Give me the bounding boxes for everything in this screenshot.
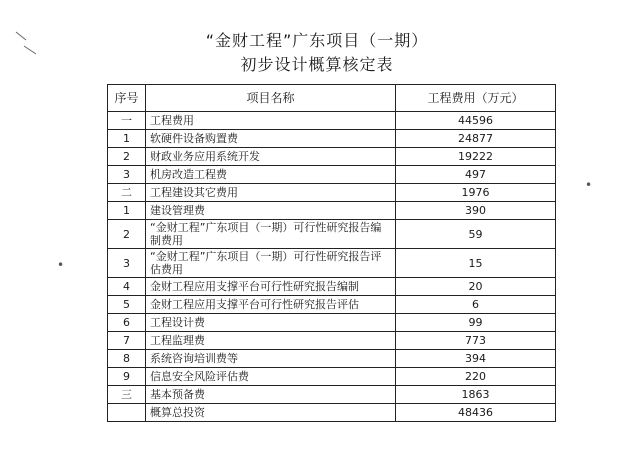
row-name: “金财工程”广东项目（一期）可行性研究报告评估费用 <box>146 249 396 278</box>
row-seq: 1 <box>108 130 146 148</box>
row-seq: 1 <box>108 202 146 220</box>
table-row <box>108 350 556 368</box>
row-name: 建设管理费 <box>146 202 396 220</box>
row-fee: 59 <box>396 220 556 249</box>
table-row <box>108 130 556 148</box>
scan-mark-top-left <box>12 28 42 58</box>
row-fee: 19222 <box>396 148 556 166</box>
table-row <box>108 202 556 220</box>
row-seq: 6 <box>108 314 146 332</box>
row-seq: 二 <box>108 184 146 202</box>
row-fee: 394 <box>396 350 556 368</box>
budget-table <box>107 84 556 422</box>
row-name: 信息安全风险评估费 <box>146 368 396 386</box>
row-name: 基本预备费 <box>146 386 396 404</box>
scan-dot-left: • <box>57 258 65 272</box>
row-name: 软硬件设备购置费 <box>146 130 396 148</box>
row-seq: 2 <box>108 148 146 166</box>
table-row <box>108 404 556 422</box>
row-name: 工程费用 <box>146 112 396 130</box>
row-fee: 220 <box>396 368 556 386</box>
header-item-name: 项目名称 <box>146 85 396 112</box>
row-name: 系统咨询培训费等 <box>146 350 396 368</box>
table-row <box>108 368 556 386</box>
row-name: 工程监理费 <box>146 332 396 350</box>
row-fee: 6 <box>396 296 556 314</box>
table-header-row <box>108 85 556 112</box>
row-seq: 3 <box>108 166 146 184</box>
row-fee: 15 <box>396 249 556 278</box>
row-name: 概算总投资 <box>146 404 396 422</box>
table-row <box>108 220 556 249</box>
row-fee: 20 <box>396 278 556 296</box>
table-row <box>108 112 556 130</box>
row-fee: 773 <box>396 332 556 350</box>
document-title: “金财工程”广东项目（一期） <box>205 31 429 50</box>
row-fee: 99 <box>396 314 556 332</box>
row-name: 工程建设其它费用 <box>146 184 396 202</box>
row-seq: 一 <box>108 112 146 130</box>
row-seq: 3 <box>108 249 146 278</box>
row-fee: 44596 <box>396 112 556 130</box>
row-seq: 9 <box>108 368 146 386</box>
row-seq: 4 <box>108 278 146 296</box>
row-seq: 5 <box>108 296 146 314</box>
row-fee: 48436 <box>396 404 556 422</box>
table-row <box>108 332 556 350</box>
table-row <box>108 249 556 278</box>
table-row <box>108 148 556 166</box>
table-row <box>108 184 556 202</box>
table-row <box>108 278 556 296</box>
header-fee: 工程费用（万元） <box>396 85 556 112</box>
table-row <box>108 314 556 332</box>
document-subtitle: 初步设计概算核定表 <box>240 55 394 74</box>
row-seq: 2 <box>108 220 146 249</box>
scan-dot-right: • <box>585 178 593 192</box>
row-name: “金财工程”广东项目（一期）可行性研究报告编制费用 <box>146 220 396 249</box>
row-fee: 1863 <box>396 386 556 404</box>
table-row <box>108 166 556 184</box>
table-row <box>108 296 556 314</box>
row-fee: 24877 <box>396 130 556 148</box>
row-seq: 三 <box>108 386 146 404</box>
row-fee: 1976 <box>396 184 556 202</box>
row-name: 财政业务应用系统开发 <box>146 148 396 166</box>
table-row <box>108 386 556 404</box>
row-name: 金财工程应用支撑平台可行性研究报告评估 <box>146 296 396 314</box>
row-seq: 8 <box>108 350 146 368</box>
header-seq: 序号 <box>108 85 146 112</box>
row-seq: 7 <box>108 332 146 350</box>
row-fee: 497 <box>396 166 556 184</box>
row-name: 机房改造工程费 <box>146 166 396 184</box>
row-fee: 390 <box>396 202 556 220</box>
row-name: 金财工程应用支撑平台可行性研究报告编制 <box>146 278 396 296</box>
row-seq <box>108 404 146 422</box>
row-name: 工程设计费 <box>146 314 396 332</box>
